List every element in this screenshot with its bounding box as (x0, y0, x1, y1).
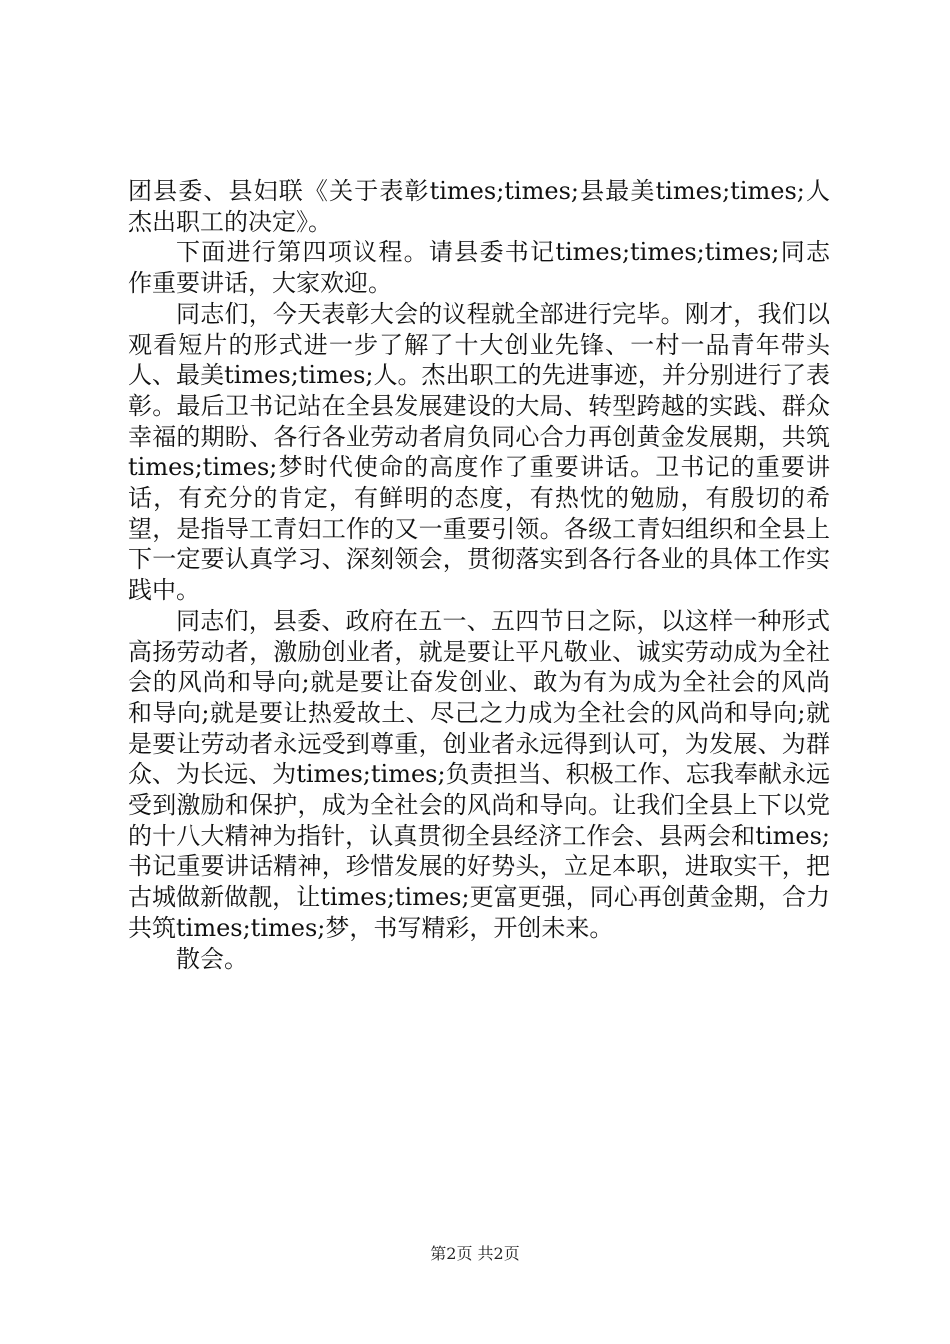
paragraph-2: 下面进行第四项议程。请县委书记times;times;times;同志作重要讲话，大家欢迎。 (128, 238, 830, 298)
paragraph-3: 同志们，今天表彰大会的议程就全部进行完毕。刚才，我们以观看短片的形式进一步了解了十大创业先锋、一村一品青年带头人、最美times;times;人。杰出职工的先进事迹，并分别进行了表彰。最后卫书记站在全县发展建设的大局、转型跨越的实践、群众幸福的期盼、各行各业劳动者肩负同心合力再创黄金发展期，共筑times;times;梦时代使命的高度作了重要讲话。卫书记的重要讲话，有充分的肯定，有鲜明的态度，有热忱的勉励，有殷切的希望，是指导工青妇工作的又一重要引领。各级工青妇组织和全县上下一定要认真学习、深刻领会，贯彻落实到各行各业的具体工作实践中。 (128, 299, 830, 605)
page-number-footer: 第2页 共2页 (430, 1244, 520, 1263)
paragraph-1: 团县委、县妇联《关于表彰times;times;县最美times;times;人杰出职工的决定》。 (128, 177, 830, 236)
document-body (128, 176, 830, 974)
paragraph-5: 散会。 (176, 944, 248, 973)
paragraph-4: 同志们，县委、政府在五一、五四节日之际，以这样一种形式高扬劳动者，激励创业者，就是要让平凡敬业、诚实劳动成为全社会的风尚和导向;就是要让奋发创业、敢为有为成为全社会的风尚和导向;就是要让热爱故土、尽己之力成为全社会的风尚和导向;就是要让劳动者永远受到尊重，创业者永远得到认可，为发展、为群众、为长远、为times;times;负责担当、积极工作、忘我奉献永远受到激励和保护，成为全社会的风尚和导向。让我们全县上下以党的十八大精神为指针，认真贯彻全县经济工作会、县两会和times;书记重要讲话精神，珍惜发展的好势头，立足本职，进取实干，把古城做新做靓，让times;times;更富更强，同心再创黄金期，合力共筑times;times;梦，书写精彩，开创未来。 (128, 606, 830, 942)
